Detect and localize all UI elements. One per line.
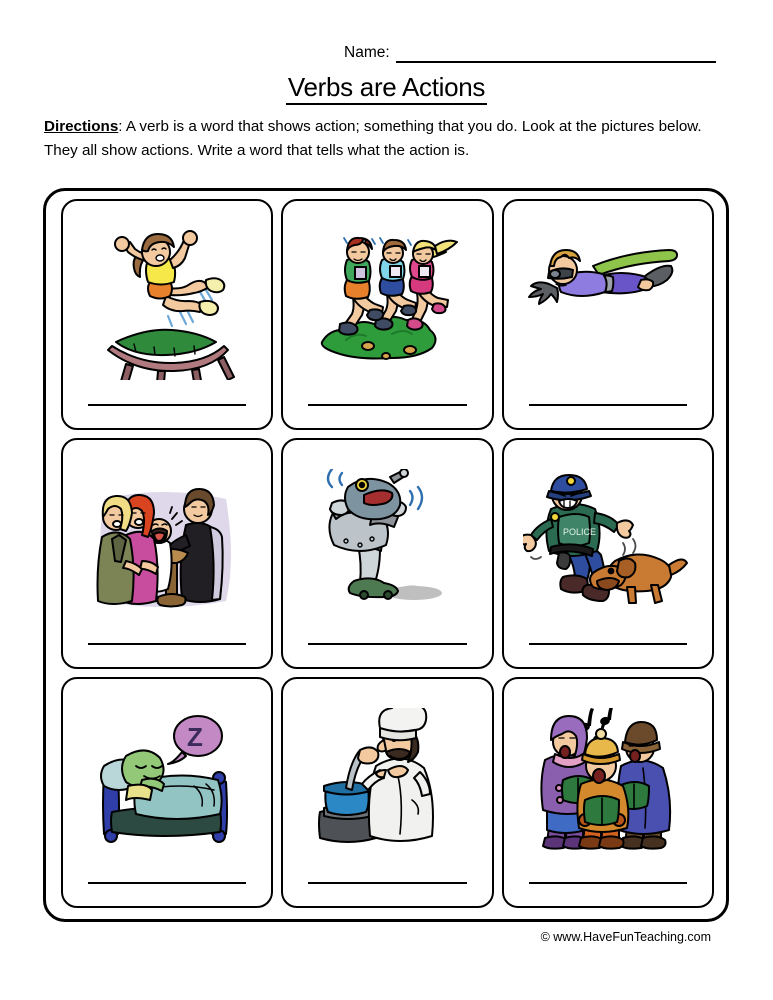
picture-baby-baptism-crying bbox=[63, 440, 271, 643]
name-input-line[interactable] bbox=[396, 46, 716, 63]
answer-line-1[interactable] bbox=[88, 404, 246, 406]
worksheet-cell-5[interactable] bbox=[281, 438, 493, 669]
worksheet-cell-2[interactable] bbox=[281, 199, 493, 430]
svg-text:POLICE: POLICE bbox=[562, 526, 596, 537]
picture-grid bbox=[61, 199, 714, 908]
answer-line-7[interactable] bbox=[88, 882, 246, 884]
name-row bbox=[344, 44, 716, 63]
name-label: Name: bbox=[344, 44, 390, 61]
answer-line-2[interactable] bbox=[308, 404, 466, 406]
worksheet-cell-3[interactable] bbox=[502, 199, 714, 430]
picture-robot-shouting bbox=[283, 440, 491, 643]
picture-carolers-singing bbox=[504, 679, 712, 882]
directions bbox=[44, 115, 714, 162]
worksheet-cell-9[interactable] bbox=[502, 677, 714, 908]
svg-text:Z: Z bbox=[187, 721, 204, 752]
answer-line-8[interactable] bbox=[308, 882, 466, 884]
picture-girl-jumping-on-trampoline bbox=[63, 201, 271, 404]
directions-label: Directions bbox=[44, 118, 119, 135]
worksheet-cell-4[interactable] bbox=[61, 438, 273, 669]
directions-text: : A verb is a word that shows action; something that you do. Look at the pictures below. They all show actions. Write a word that tells what the action is. bbox=[44, 118, 702, 159]
picture-dog-biting-police-officer bbox=[504, 440, 712, 643]
answer-line-4[interactable] bbox=[88, 643, 246, 645]
picture-three-children-running-race bbox=[283, 201, 491, 404]
worksheet-cell-6[interactable] bbox=[502, 438, 714, 669]
picture-chef-cooking-pot bbox=[283, 679, 491, 882]
answer-line-6[interactable] bbox=[529, 643, 687, 645]
page-title bbox=[0, 72, 773, 103]
answer-line-5[interactable] bbox=[308, 643, 466, 645]
worksheet-cell-1[interactable] bbox=[61, 199, 273, 430]
answer-line-9[interactable] bbox=[529, 882, 687, 884]
picture-man-diving-swimming bbox=[504, 201, 712, 404]
page-title-text: Verbs are Actions bbox=[286, 72, 487, 105]
footer-copyright: © www.HaveFunTeaching.com bbox=[540, 930, 711, 944]
picture-person-sleeping-in-bed bbox=[63, 679, 271, 882]
worksheet-cell-7[interactable] bbox=[61, 677, 273, 908]
answer-line-3[interactable] bbox=[529, 404, 687, 406]
worksheet-cell-8[interactable] bbox=[281, 677, 493, 908]
